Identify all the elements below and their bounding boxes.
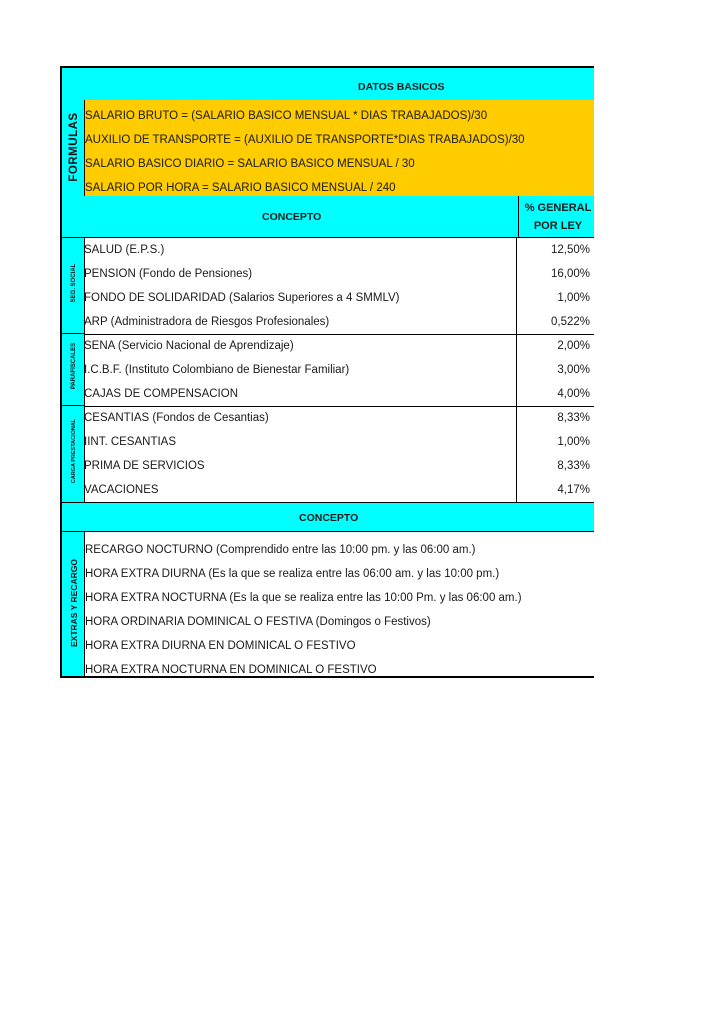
pct-column-header xyxy=(518,196,596,238)
datos-basicos-header xyxy=(60,66,594,100)
concept-rows-left-border xyxy=(84,238,85,502)
pct-arp: 0,522% xyxy=(550,316,590,328)
pct-salud: 12,50% xyxy=(550,244,590,256)
extras-rows xyxy=(84,532,594,678)
extra-diurna-dominical: HORA EXTRA DIURNA EN DOMINICAL O FESTIVO xyxy=(85,640,356,652)
seg-social-side-band xyxy=(60,238,84,334)
pct-cajas-compensacion: 4,00% xyxy=(557,388,590,400)
pct-fondo-solidaridad: 1,00% xyxy=(557,292,590,304)
pct-pension: 16,00% xyxy=(550,268,590,280)
formulas-section-label: FORMULAS xyxy=(68,112,80,182)
pct-sena: 2,00% xyxy=(557,340,590,352)
concept-prima-servicios: PRIMA DE SERVICIOS xyxy=(84,460,205,472)
table-row xyxy=(84,382,594,407)
table-row xyxy=(84,334,594,358)
formulas-panel xyxy=(84,100,594,196)
concepto-title: CONCEPTO xyxy=(262,211,322,223)
table-row xyxy=(84,310,594,335)
pct-int-cesantias: 1,00% xyxy=(557,436,590,448)
table-row xyxy=(84,238,594,262)
extra-hora-extra-nocturna: HORA EXTRA NOCTURNA (Es la que se realiza entre las 10:00 Pm. y las 06:00 am.) xyxy=(85,592,522,604)
concept-sena: SENA (Servicio Nacional de Aprendizaje) xyxy=(84,340,294,352)
table-row xyxy=(84,454,594,478)
concept-salud: SALUD (E.P.S.) xyxy=(84,244,165,256)
concept-int-cesantias: IINT. CESANTIAS xyxy=(84,436,177,448)
pct-header-line2: POR LEY xyxy=(533,220,583,232)
extra-recargo-nocturno: RECARGO NOCTURNO (Comprendido entre las 10:00 pm. y las 06:00 am.) xyxy=(85,544,476,556)
pct-icbf: 3,00% xyxy=(557,364,590,376)
pct-cesantias: 8,33% xyxy=(557,412,590,424)
extras-section-label: EXTRAS Y RECARGO xyxy=(69,559,79,648)
pct-prima-servicios: 8,33% xyxy=(557,460,590,472)
table-row xyxy=(84,286,594,310)
extra-hora-ordinaria-dominical: HORA ORDINARIA DOMINICAL O FESTIVA (Domingos o Festivos) xyxy=(85,616,431,628)
spreadsheet xyxy=(60,66,594,678)
concepto-title-2: CONCEPTO xyxy=(299,512,359,524)
table-row xyxy=(84,262,594,286)
table-row xyxy=(84,358,594,382)
pct-header-line1: % GENERAL xyxy=(524,202,592,214)
extra-nocturna-dominical: HORA EXTRA NOCTURNA EN DOMINICAL O FESTIVO xyxy=(85,664,377,676)
datos-basicos-title: DATOS BASICOS xyxy=(358,81,445,93)
parafiscales-section-label: PARAFISCALES xyxy=(71,342,77,390)
formula-salario-bruto: SALARIO BRUTO = (SALARIO BASICO MENSUAL * DIAS TRABAJADOS)/30 xyxy=(85,110,488,122)
concept-pension: PENSION (Fondo de Pensiones) xyxy=(84,268,253,280)
table-row xyxy=(84,430,594,454)
pct-column-divider xyxy=(516,238,517,502)
formula-salario-hora: SALARIO POR HORA = SALARIO BASICO MENSUAL / 240 xyxy=(85,182,396,194)
concepto-header-2 xyxy=(60,502,594,532)
concept-cesantias: CESANTIAS (Fondos de Cesantias) xyxy=(84,412,269,424)
concept-cajas-compensacion: CAJAS DE COMPENSACION xyxy=(84,388,238,400)
table-row xyxy=(84,478,594,502)
formulas-side-band xyxy=(60,100,84,196)
parafiscales-side-band xyxy=(60,334,84,406)
concept-vacaciones: VACACIONES xyxy=(84,484,159,496)
concept-fondo-solidaridad: FONDO DE SOLIDARIDAD (Salarios Superiores a 4 SMMLV) xyxy=(84,292,400,304)
seg-social-section-label: SEG. SOCIAL xyxy=(71,263,77,303)
table-row xyxy=(84,406,594,430)
carga-prestacional-section-label: CARGA PRESTACIONAL xyxy=(71,418,77,484)
concept-icbf: I.C.B.F. (Instituto Colombiano de Bienestar Familiar) xyxy=(84,364,350,376)
extra-hora-extra-diurna: HORA EXTRA DIURNA (Es la que se realiza entre las 06:00 am. y las 10:00 pm.) xyxy=(85,568,500,580)
concept-arp: ARP (Administradora de Riesgos Profesionales) xyxy=(84,316,330,328)
formula-auxilio-transporte: AUXILIO DE TRANSPORTE = (AUXILIO DE TRANSPORTE*DIAS TRABAJADOS)/30 xyxy=(85,134,525,146)
pct-vacaciones: 4,17% xyxy=(557,484,590,496)
extras-side-band xyxy=(60,532,84,678)
formula-salario-diario: SALARIO BASICO DIARIO = SALARIO BASICO MENSUAL / 30 xyxy=(85,158,415,170)
carga-prestacional-side-band xyxy=(60,406,84,502)
concepto-header xyxy=(60,196,594,238)
